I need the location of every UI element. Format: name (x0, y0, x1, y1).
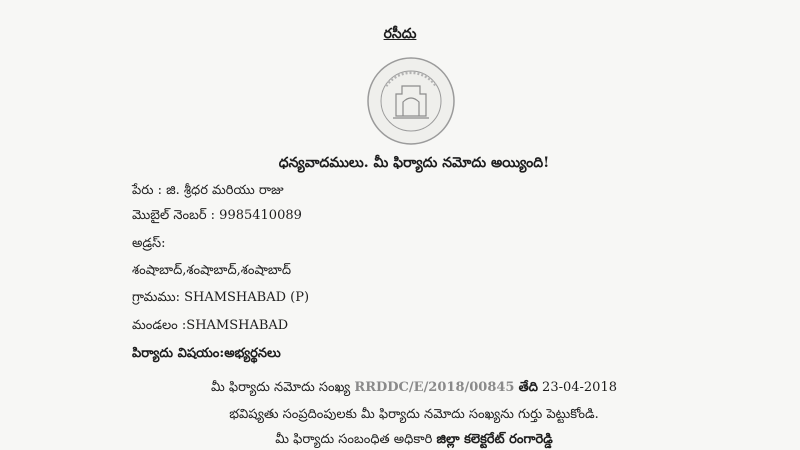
confirmation-message: ధన్యవాదములు. మీ ఫిర్యాదు నమోదు అయ్యింది! (278, 155, 550, 171)
registration-number: RRDDC/E/2018/00845 (354, 380, 515, 395)
officer-line (0, 432, 800, 450)
mobile-line: మొబైల్ నెంబర్ : 9985410089 (132, 208, 302, 223)
officer-prefix: మీ ఫిర్యాదు సంబంధిత అధికారి (275, 432, 433, 447)
date-label: తేది (518, 380, 538, 395)
registration-line (0, 380, 800, 398)
registration-prefix: మీ ఫిర్యాదు నమోదు సంఖ్య (210, 380, 351, 395)
officer-value: జిల్లా కలెక్టరేట్ రంగారెడ్డి (436, 432, 553, 447)
name-line: పేరు : జి. శ్రీధర మరియు రాజు (132, 183, 284, 198)
receipt-title: రసీదు (383, 26, 417, 42)
date-value: 23-04-2018 (542, 380, 617, 395)
subject-line: పిర్యాదు విషయం:అభ్యర్థనలు (132, 346, 281, 361)
government-emblem-icon (366, 56, 456, 146)
village-line: గ్రామము: SHAMSHABAD (P) (132, 290, 310, 305)
mandal-line: మండలం :SHAMSHABAD (132, 318, 289, 333)
future-reference-note: భవిష్యతు సంప్రదింపులకు మీ ఫిర్యాదు నమోదు సంఖ్యను గుర్తు పెట్టుకోండి. (229, 407, 599, 422)
address-value: శంషాబాద్,శంషాబాద్,శంషాబాద్ (132, 263, 292, 278)
address-label: అడ్రస్: (132, 236, 166, 251)
